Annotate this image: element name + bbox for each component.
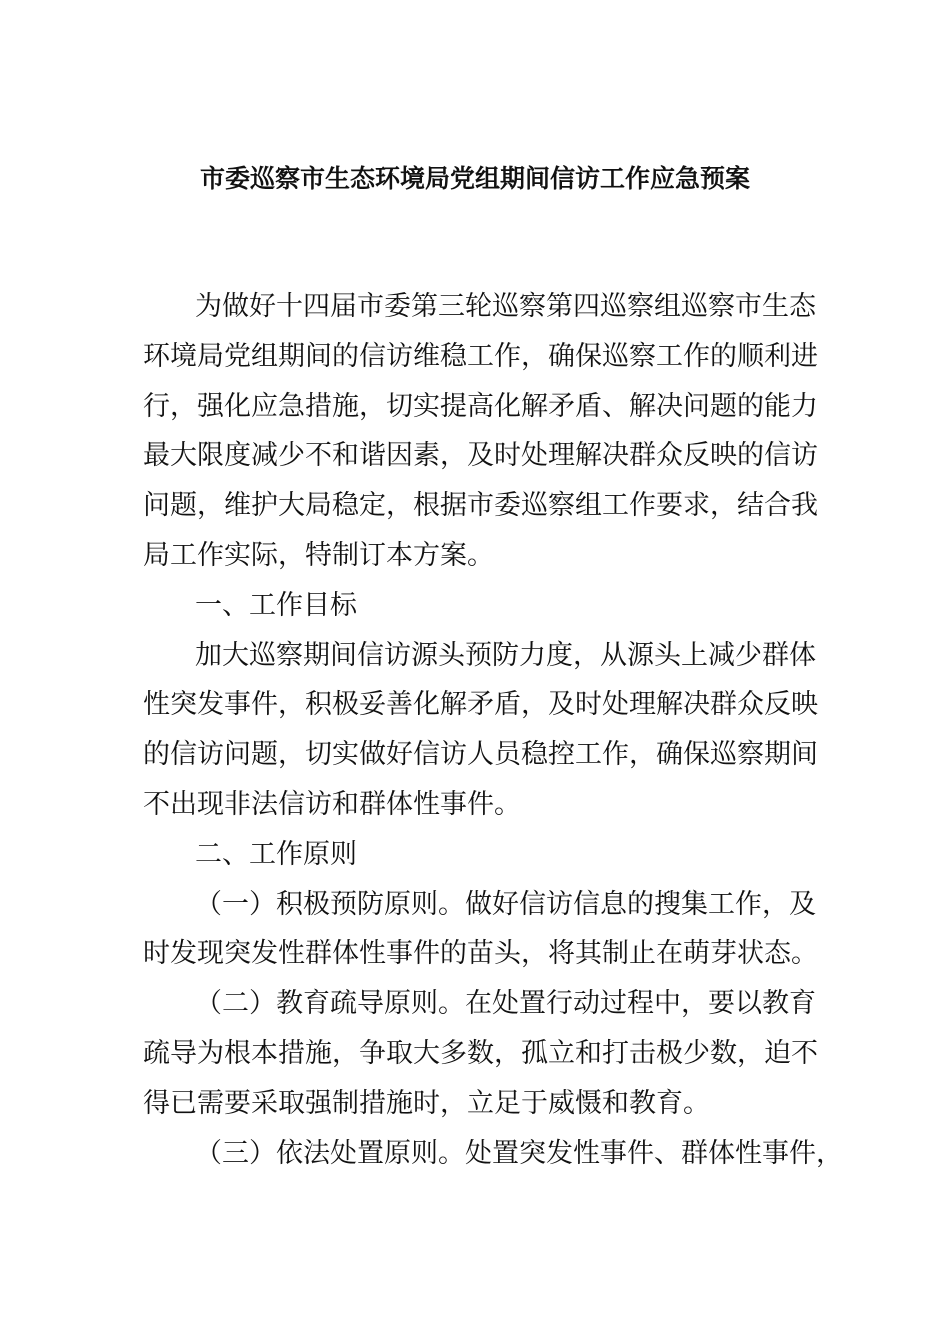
body-line: 疏导为根本措施，争取大多数，孤立和打击极少数，迫不 bbox=[143, 1037, 818, 1069]
body-line: 加大巡察期间信访源头预防力度，从源头上减少群体 bbox=[195, 639, 816, 671]
body-line: 的信访问题，切实做好信访人员稳控工作，确保巡察期间 bbox=[143, 739, 818, 771]
body-line: 最大限度减少不和谐因素，及时处理解决群众反映的信访 bbox=[143, 440, 818, 472]
body-line: （二）教育疏导原则。在处置行动过程中，要以教育 bbox=[195, 988, 816, 1020]
body-line: 性突发事件，积极妥善化解矛盾，及时处理解决群众反映 bbox=[143, 689, 818, 721]
body-line: 时发现突发性群体性事件的苗头，将其制止在萌芽状态。 bbox=[143, 938, 818, 970]
body-line: 问题，维护大局稳定，根据市委巡察组工作要求，结合我 bbox=[143, 490, 818, 522]
body-line: （三）依法处置原则。处置突发性事件、群体性事件， bbox=[195, 1137, 843, 1169]
body-line: 为做好十四届市委第三轮巡察第四巡察组巡察市生态 bbox=[195, 291, 816, 322]
body-line: （一）积极预防原则。做好信访信息的搜集工作，及 bbox=[195, 888, 816, 920]
body-line: 不出现非法信访和群体性事件。 bbox=[143, 788, 521, 820]
body-line: 局工作实际，特制订本方案。 bbox=[143, 539, 494, 571]
body-line: 环境局党组期间的信访维稳工作，确保巡察工作的顺利进 bbox=[143, 340, 818, 372]
document-body bbox=[143, 282, 843, 1178]
body-line: 得已需要采取强制措施时，立足于威慑和教育。 bbox=[143, 1087, 710, 1119]
document-title: 市委巡察市生态环境局党组期间信访工作应急预案 bbox=[199, 164, 750, 193]
body-line: 行，强化应急措施，切实提高化解矛盾、解决问题的能力 bbox=[143, 390, 818, 422]
body-line: 二、工作原则 bbox=[195, 838, 357, 870]
body-line: 一、工作目标 bbox=[195, 589, 357, 621]
